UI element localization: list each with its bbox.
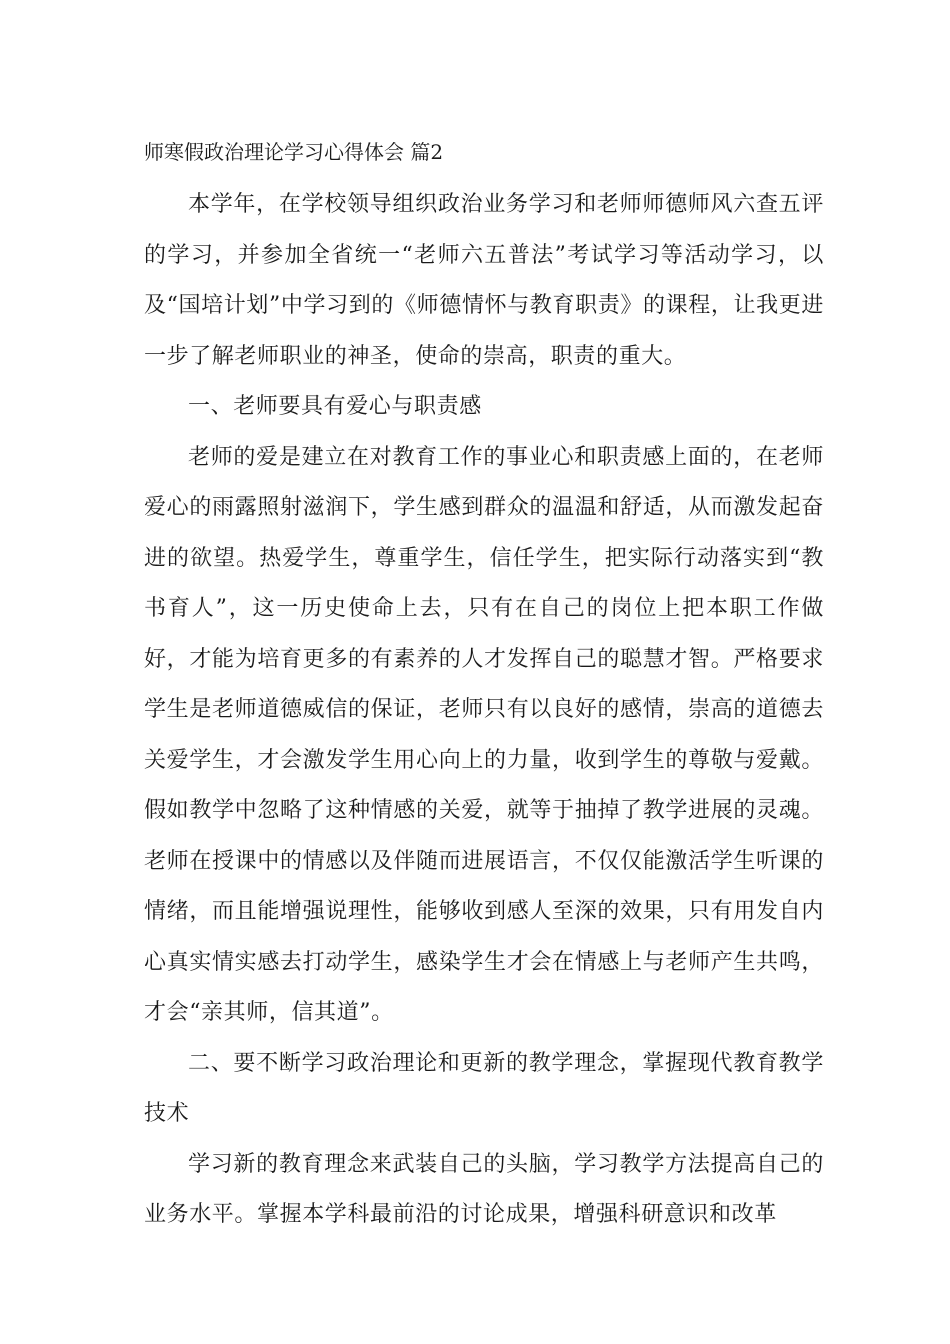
paragraph-section-2: 学习新的教育理念来武装自己的头脑，学习教学方法提高自己的业务水平。掌握本学科最前沿的讨论成果，增强科研意识和改革 [144, 1151, 824, 1227]
section-heading-2: 二、要不断学习政治理论和更新的教学理念，掌握现代教育教学技术 [144, 1050, 824, 1126]
paragraph-intro: 本学年，在学校领导组织政治业务学习和老师师德师风六查五评的学习，并参加全省统一“老师六五普法”考试学习等活动学习，以及“国培计划”中学习到的《师德情怀与教育职责》的课程，让我更进一步了解老师职业的神圣，使命的崇高，职责的重大。 [144, 192, 824, 369]
document-body [144, 130, 824, 1241]
paragraph-section-1: 老师的爱是建立在对教育工作的事业心和职责感上面的，在老师爱心的雨露照射滋润下，学生感到群众的温温和舒适，从而激发起奋进的欲望。热爱学生，尊重学生，信任学生，把实际行动落实到“教书育人”，这一历史使命上去，只有在自己的岗位上把本职工作做好，才能为培育更多的有素养的人才发挥自己的聪慧才智。严格要求学生是老师道德威信的保证，老师只有以良好的感情，崇高的道德去关爱学生，才会激发学生用心向上的力量，收到学生的尊敬与爱戴。假如教学中忽略了这种情感的关爱，就等于抽掉了教学进展的灵魂。老师在授课中的情感以及伴随而进展语言，不仅仅能激活学生听课的情绪，而且能增强说理性，能够收到感人至深的效果，只有用发自内心真实情实感去打动学生，感染学生才会在情感上与老师产生共鸣，才会“亲其师，信其道”。 [144, 444, 824, 1025]
section-heading-1: 一、老师要具有爱心与职责感 [188, 394, 482, 419]
document-title: 师寒假政治理论学习心得体会 篇2 [144, 140, 444, 164]
